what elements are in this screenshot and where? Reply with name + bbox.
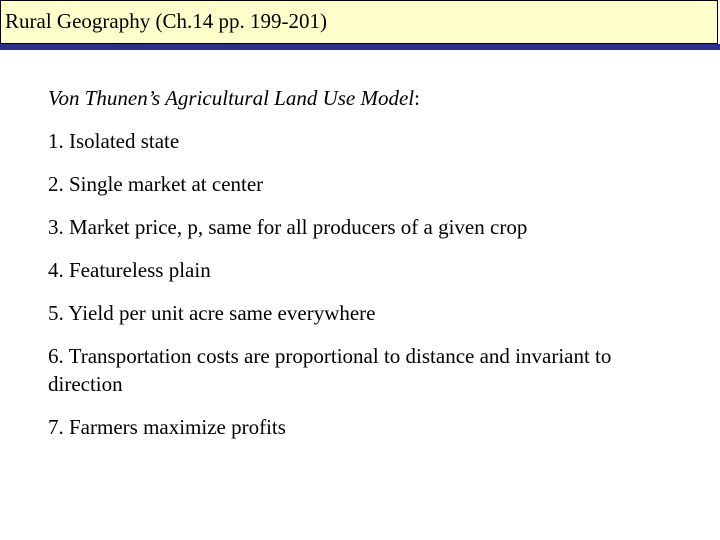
assumption-item-6: 6. Transportation costs are proportional to distance and invariant to direction: [48, 344, 612, 396]
model-heading-colon: :: [414, 86, 420, 110]
assumption-item-1: 1. Isolated state: [48, 129, 180, 153]
assumption-item-5: 5. Yield per unit acre same everywhere: [48, 301, 376, 325]
assumption-item-7: 7. Farmers maximize profits: [48, 415, 286, 439]
slide-content: [48, 84, 688, 456]
title-underline-rule: [0, 44, 720, 50]
assumption-item-4: 4. Featureless plain: [48, 258, 211, 282]
model-heading: [48, 84, 688, 112]
assumption-item-3: 3. Market price, p, same for all producers of a given crop: [48, 215, 528, 239]
title-bar: [0, 0, 718, 44]
assumption-item-2: 2. Single market at center: [48, 172, 264, 196]
model-heading-title: Von Thunen’s Agricultural Land Use Model: [48, 86, 415, 110]
slide-title: Rural Geography (Ch.14 pp. 199-201): [5, 9, 327, 33]
